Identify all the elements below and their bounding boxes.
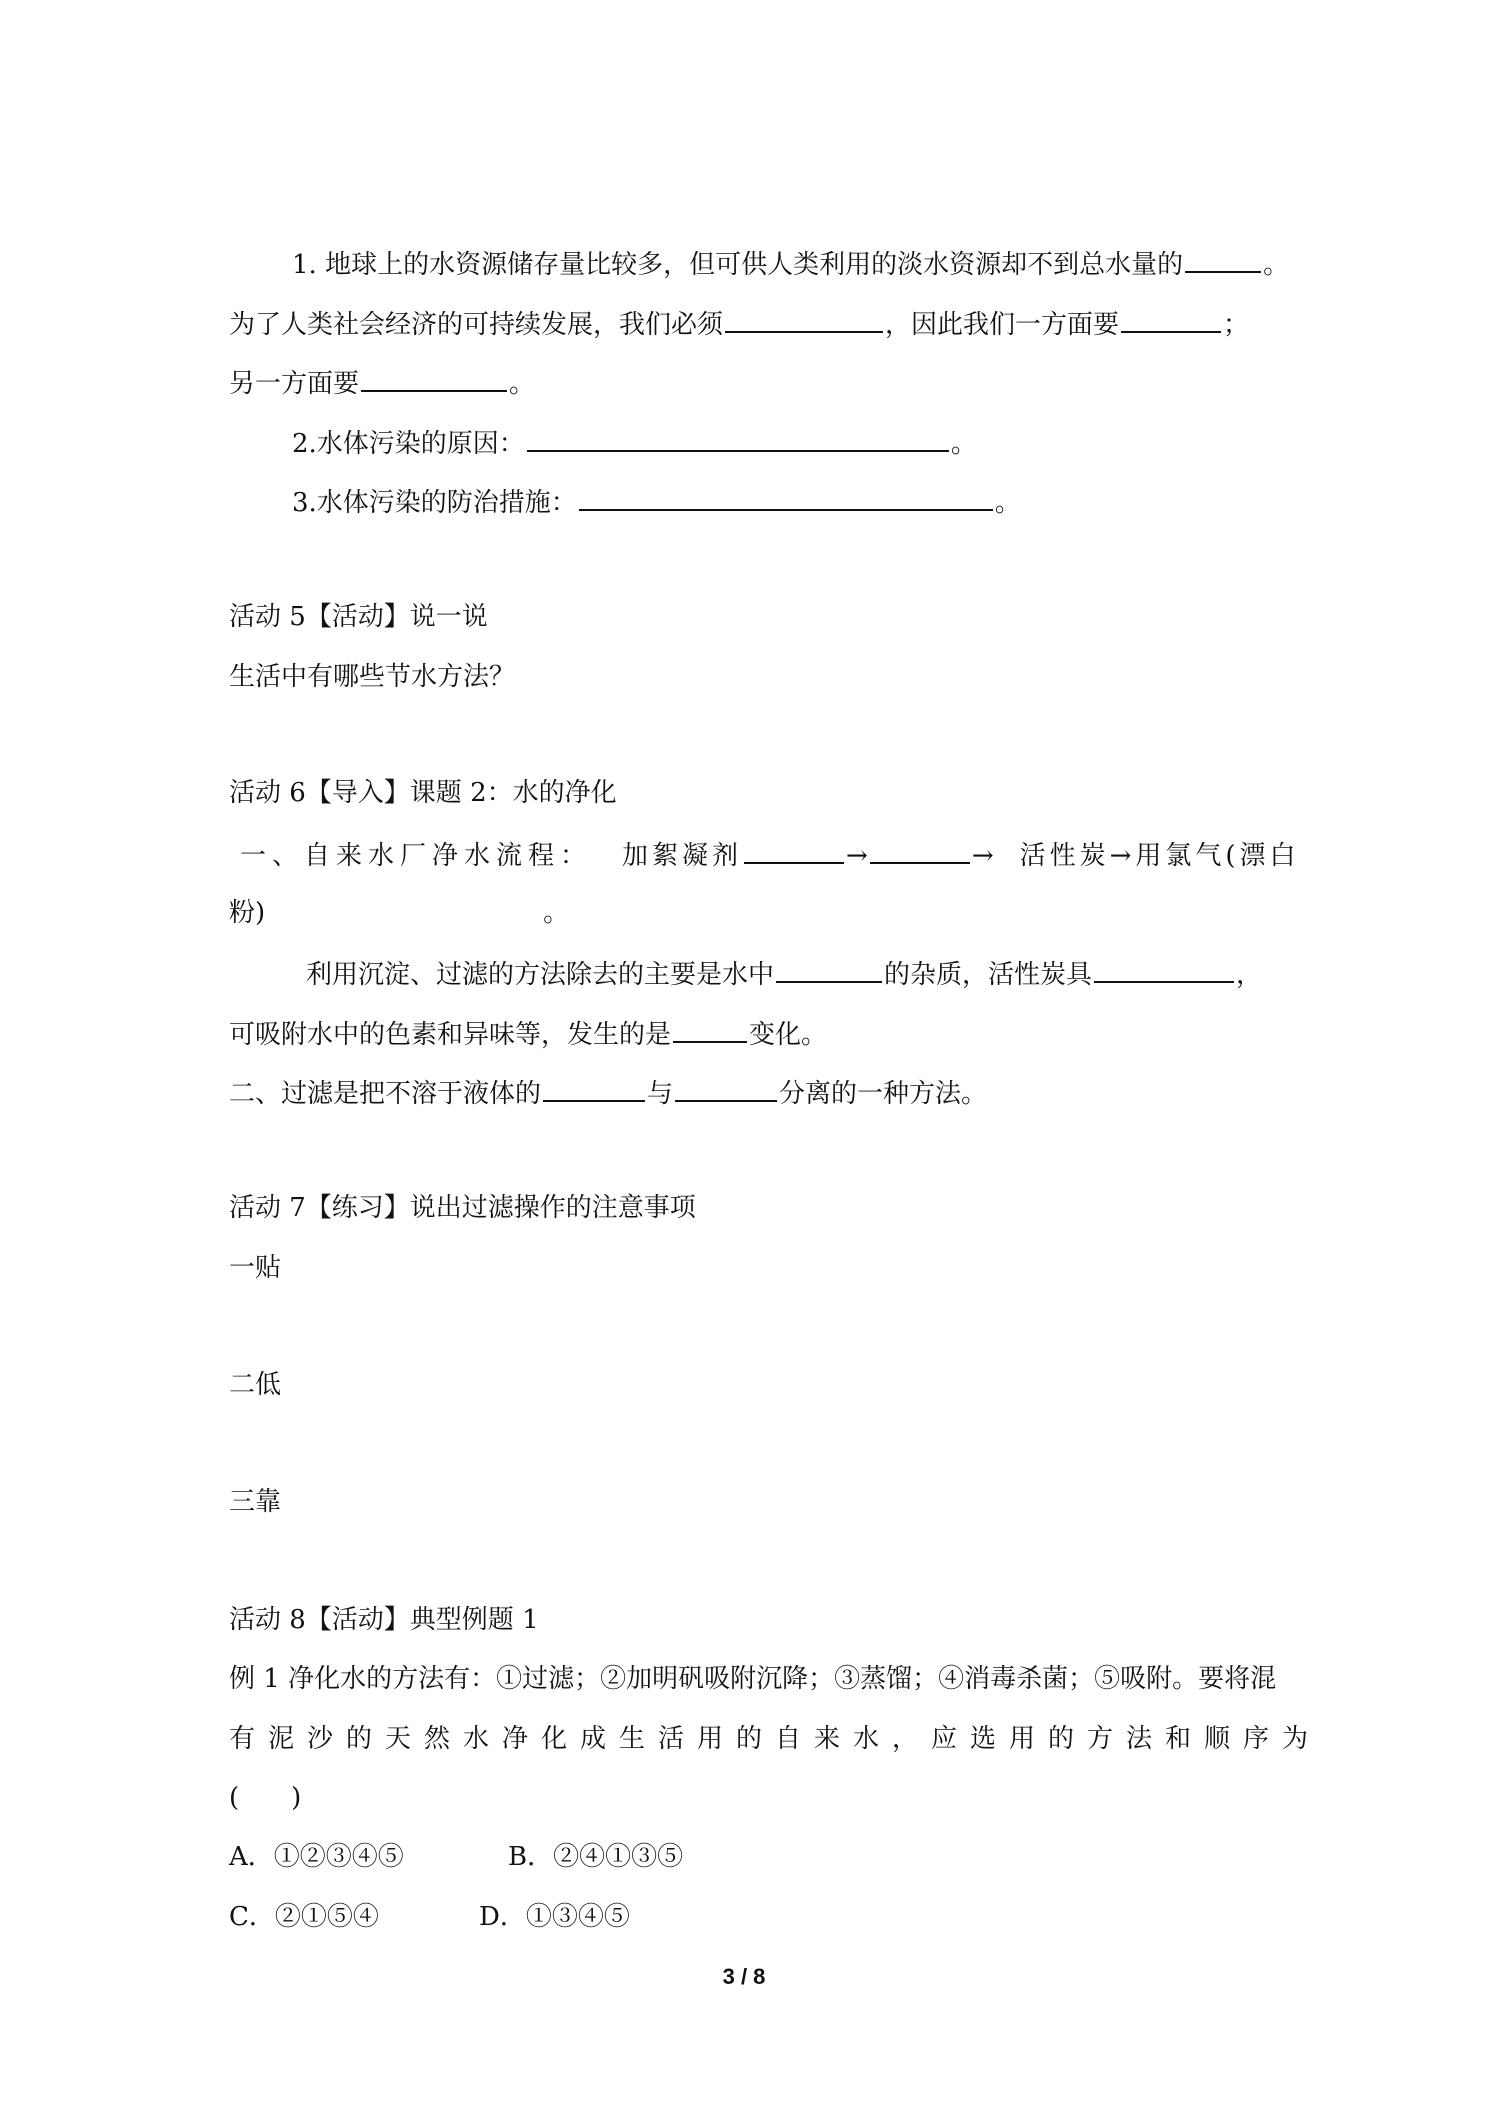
activity-5-text: 生活中有哪些节水方法？: [229, 662, 516, 692]
punct: 。: [1263, 250, 1290, 280]
note-item-1: 一贴: [229, 1253, 282, 1283]
flow-line-2: [229, 896, 569, 930]
question-2-text: 2.水体污染的原因：: [292, 429, 525, 459]
question-1-line-1: [292, 245, 1289, 279]
question-1-text-b-mid: ，因此我们一方面要: [885, 310, 1120, 340]
answer-blank[interactable]: [776, 955, 882, 983]
question-3-text: 3.水体污染的防治措施：: [292, 488, 577, 518]
arrow: →: [971, 841, 994, 871]
example-line-2: 有泥沙的天然水净化成生活用的自来水，应选用的方法和顺序为: [229, 1724, 1322, 1754]
option-c[interactable]: C．②①⑤④: [229, 1902, 379, 1932]
punct: 。: [950, 429, 977, 459]
punct: 。: [543, 898, 570, 928]
punct: 。: [509, 369, 536, 399]
activity-6-title: 活动 6【导入】课题 2：水的净化: [229, 778, 617, 808]
page-number: 3 / 8: [722, 1964, 766, 1989]
activity-5-title: 活动 5【活动】说一说: [229, 602, 488, 632]
option-d[interactable]: D．①③④⑤: [479, 1902, 630, 1932]
question-1-line-3: [229, 364, 535, 398]
question-1-text-c: 另一方面要: [229, 369, 360, 399]
flow-step-c: 粉): [229, 898, 266, 928]
filter-text-end: 分离的一种方法。: [779, 1079, 988, 1109]
arrow: →: [846, 841, 868, 871]
filter-text-mid: 与: [647, 1079, 674, 1109]
question-1-text-b: 为了人类社会经济的可持续发展，我们必须: [229, 310, 724, 340]
para-text-a-mid: 的杂质，活性炭具: [884, 960, 1093, 990]
question-2: [292, 424, 977, 458]
activity-7-title: 活动 7【练习】说出过滤操作的注意事项: [229, 1193, 696, 1223]
para-line-2: [229, 1015, 827, 1049]
activity-8-title: 活动 8【活动】典型例题 1: [229, 1605, 539, 1635]
answer-blank[interactable]: [1094, 955, 1234, 983]
option-a[interactable]: A．①②③④⑤: [229, 1842, 404, 1872]
answer-paren: ( ): [229, 1783, 302, 1813]
answer-blank[interactable]: [744, 836, 844, 864]
answer-blank[interactable]: [675, 1074, 777, 1102]
para-line-1: [306, 955, 1262, 989]
answer-blank[interactable]: [725, 305, 883, 333]
answer-blank[interactable]: [361, 364, 507, 392]
answer-blank[interactable]: [579, 483, 993, 511]
note-item-3: 三靠: [229, 1487, 282, 1517]
para-text-b-end: 变化。: [749, 1020, 828, 1050]
answer-blank[interactable]: [1185, 245, 1261, 273]
note-item-2: 二低: [229, 1370, 282, 1400]
flow-heading: 一、自来水厂净水流程：: [240, 841, 593, 871]
answer-blank[interactable]: [1121, 305, 1221, 333]
example-line-1: 例 1 净化水的方法有：①过滤；②加明矾吸附沉降；③蒸馏；④消毒杀菌；⑤吸附。要将混: [229, 1664, 1277, 1694]
answer-blank[interactable]: [870, 836, 970, 864]
para-text-a: 利用沉淀、过滤的方法除去的主要是水中: [306, 960, 775, 990]
question-1-text-a: 1. 地球上的水资源储存量比较多，但可供人类利用的淡水资源却不到总水量的: [292, 250, 1184, 280]
answer-blank[interactable]: [543, 1074, 645, 1102]
para-text-b: 可吸附水中的色素和异味等，发生的是: [229, 1020, 672, 1050]
flow-step-a: 加絮凝剂: [622, 841, 743, 871]
punct: ；: [1223, 310, 1250, 340]
question-1-line-2: [229, 305, 1249, 339]
filter-definition: [229, 1074, 987, 1108]
question-3: [292, 483, 1021, 517]
option-b[interactable]: B．②④①③⑤: [508, 1842, 684, 1872]
flow-line-1: [240, 836, 1300, 870]
answer-blank[interactable]: [673, 1015, 747, 1043]
flow-step-b: 活性炭→用氯气(漂白: [1019, 841, 1300, 871]
answer-blank[interactable]: [527, 424, 949, 452]
punct: 。: [994, 488, 1021, 518]
filter-text-a: 二、过滤是把不溶于液体的: [229, 1079, 542, 1109]
punct: ，: [1236, 960, 1263, 990]
